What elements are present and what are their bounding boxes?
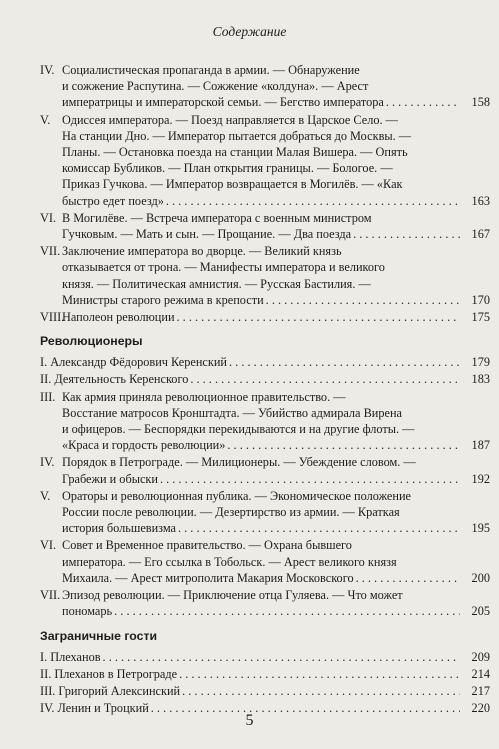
entry-text-line: императора. — Его ссылка в Тобольск. — Арест великого князя bbox=[62, 554, 397, 569]
page-reference: 187 bbox=[471, 438, 490, 453]
entry-text-line: отказывается от трона. — Манифесты императора и великого bbox=[62, 260, 385, 275]
dot-leader bbox=[227, 437, 460, 453]
section-heading: Заграничные гости bbox=[40, 628, 158, 643]
dot-leader bbox=[266, 292, 460, 308]
entry-text-line: На станции Дно. — Император пытается добраться до Москвы. — bbox=[62, 128, 412, 143]
entry-text-line: императрицы и императорской семьи. — Бегство императора bbox=[62, 95, 384, 110]
toc-entry[interactable] bbox=[40, 537, 490, 586]
entry-text-line: В Могилёве. — Встреча императора с военным министром bbox=[62, 210, 372, 225]
toc-entry[interactable] bbox=[40, 309, 490, 325]
dot-leader bbox=[179, 666, 460, 682]
chapter-number: V. bbox=[40, 112, 51, 127]
chapter-number: III. bbox=[40, 389, 56, 404]
dot-leader bbox=[356, 570, 460, 586]
entry-text-line: быстро едет поезд» bbox=[62, 193, 164, 208]
section-heading: Революционеры bbox=[40, 334, 143, 349]
entry-text-line: Ораторы и революционная публика. — Экономическое положение bbox=[62, 488, 411, 503]
entry-text-line: «Краса и гордость революции» bbox=[62, 438, 226, 453]
entry-text-line: IV. Ленин и Троцкий bbox=[40, 701, 149, 716]
page-reference: 220 bbox=[471, 701, 490, 716]
entry-text-line: и сожжение Распутина. — Сожжение «колдуна». — Арест bbox=[62, 79, 369, 94]
entry-text-line: Планы. — Остановка поезда на станции Малая Вишера. — Опять bbox=[62, 145, 408, 160]
page-reference: 167 bbox=[471, 227, 490, 242]
page-reference: 209 bbox=[471, 649, 490, 664]
entry-text-line: Михаила. — Арест митрополита Макария Московского bbox=[62, 570, 354, 585]
entry-text-line: Гучковым. — Мать и сын. — Прощание. — Два поезда bbox=[62, 227, 352, 242]
entry-text-line: Восстание матросов Кронштадта. — Убийство адмирала Вирена bbox=[62, 405, 403, 420]
entry-text-line: комиссар Бубликов. — План открытия границы. — Бологое. — bbox=[62, 161, 393, 176]
entry-text-line: II. Деятельность Керенского bbox=[40, 372, 189, 387]
dot-leader bbox=[166, 193, 460, 209]
dot-leader bbox=[190, 371, 460, 387]
dot-leader bbox=[114, 603, 460, 619]
dot-leader bbox=[178, 520, 460, 536]
entry-text-line: II. Плеханов в Петрограде bbox=[40, 666, 178, 681]
entry-text-line: Эпизод революции. — Приключение отца Гуляева. — Что может bbox=[62, 588, 403, 603]
table-of-contents bbox=[40, 62, 490, 716]
running-header: Содержание bbox=[212, 24, 287, 39]
page-reference: 158 bbox=[471, 95, 490, 110]
entry-text-line: Приказ Гучкова. — Император возвращается в Могилёв. — «Как bbox=[62, 177, 403, 192]
chapter-number: VI. bbox=[40, 538, 57, 553]
dot-leader bbox=[229, 354, 460, 370]
entry-text-line: Как армия приняла революционное правительство. — bbox=[62, 389, 346, 404]
chapter-number: VI. bbox=[40, 210, 57, 225]
toc-entry[interactable] bbox=[40, 62, 490, 111]
entry-text-line: Грабежи и обыски bbox=[62, 471, 158, 486]
toc-entry[interactable] bbox=[40, 354, 490, 370]
entry-text-line: пономарь bbox=[62, 604, 113, 619]
toc-entry[interactable] bbox=[40, 649, 490, 665]
toc-entry[interactable] bbox=[40, 389, 490, 454]
page-reference: 163 bbox=[471, 193, 490, 208]
entry-text-line: Наполеон революции bbox=[62, 310, 175, 325]
entry-text-line: Социалистическая пропаганда в армии. — Обнаружение bbox=[62, 63, 360, 77]
chapter-number: VII. bbox=[40, 244, 61, 259]
entry-text-line: Министры старого режима в крепости bbox=[62, 292, 264, 307]
page-reference: 175 bbox=[471, 310, 490, 325]
toc-entry[interactable] bbox=[40, 587, 490, 619]
dot-leader bbox=[182, 683, 460, 699]
dot-leader bbox=[353, 226, 460, 242]
toc-entry[interactable] bbox=[40, 112, 490, 209]
chapter-number: VIII. bbox=[40, 310, 65, 325]
dot-leader bbox=[177, 309, 460, 325]
page-reference: 170 bbox=[471, 292, 490, 307]
page-number: 5 bbox=[245, 712, 254, 729]
toc-entry[interactable] bbox=[40, 454, 490, 486]
toc-entry[interactable] bbox=[40, 683, 490, 699]
toc-entry[interactable] bbox=[40, 210, 490, 242]
page-reference: 195 bbox=[471, 521, 490, 536]
toc-entry[interactable] bbox=[40, 666, 490, 682]
dot-leader bbox=[386, 94, 460, 110]
page-reference: 205 bbox=[471, 604, 490, 619]
entry-text-line: III. Григорий Алексинский bbox=[40, 683, 181, 698]
entry-text-line: I. Плеханов bbox=[40, 649, 101, 664]
toc-entry[interactable] bbox=[40, 488, 490, 537]
dot-leader bbox=[103, 649, 460, 665]
page-reference: 214 bbox=[471, 666, 490, 681]
chapter-number: IV. bbox=[40, 455, 55, 470]
entry-text-line: Заключение императора во дворце. — Великий князь bbox=[62, 244, 342, 259]
toc-entry[interactable] bbox=[40, 243, 490, 308]
page-reference: 183 bbox=[471, 372, 490, 387]
chapter-number: V. bbox=[40, 488, 51, 503]
dot-leader bbox=[160, 471, 460, 487]
page-reference: 217 bbox=[471, 683, 490, 698]
toc-entry[interactable] bbox=[40, 371, 490, 387]
entry-text-line: князя. — Политическая амнистия. — Русская Бастилия. — bbox=[62, 276, 371, 291]
entry-text-line: России после революции. — Дезертирство из армии. — Краткая bbox=[62, 505, 400, 520]
page-reference: 179 bbox=[471, 355, 490, 370]
entry-text-line: история большевизма bbox=[62, 521, 176, 536]
entry-text-line: Одиссея императора. — Поезд направляется в Царское Село. — bbox=[62, 112, 398, 127]
page-reference: 192 bbox=[471, 471, 490, 486]
chapter-number: IV. bbox=[40, 63, 55, 77]
chapter-number: VII. bbox=[40, 588, 61, 603]
page-reference: 200 bbox=[471, 570, 490, 585]
entry-text-line: Порядок в Петрограде. — Милиционеры. — Убеждение словом. — bbox=[62, 455, 416, 470]
entry-text-line: I. Александр Фёдорович Керенский bbox=[40, 355, 228, 370]
entry-text-line: Совет и Временное правительство. — Охрана бывшего bbox=[62, 538, 352, 553]
entry-text-line: и офицеров. — Беспорядки перекидываются и на другие флоты. — bbox=[62, 422, 415, 437]
